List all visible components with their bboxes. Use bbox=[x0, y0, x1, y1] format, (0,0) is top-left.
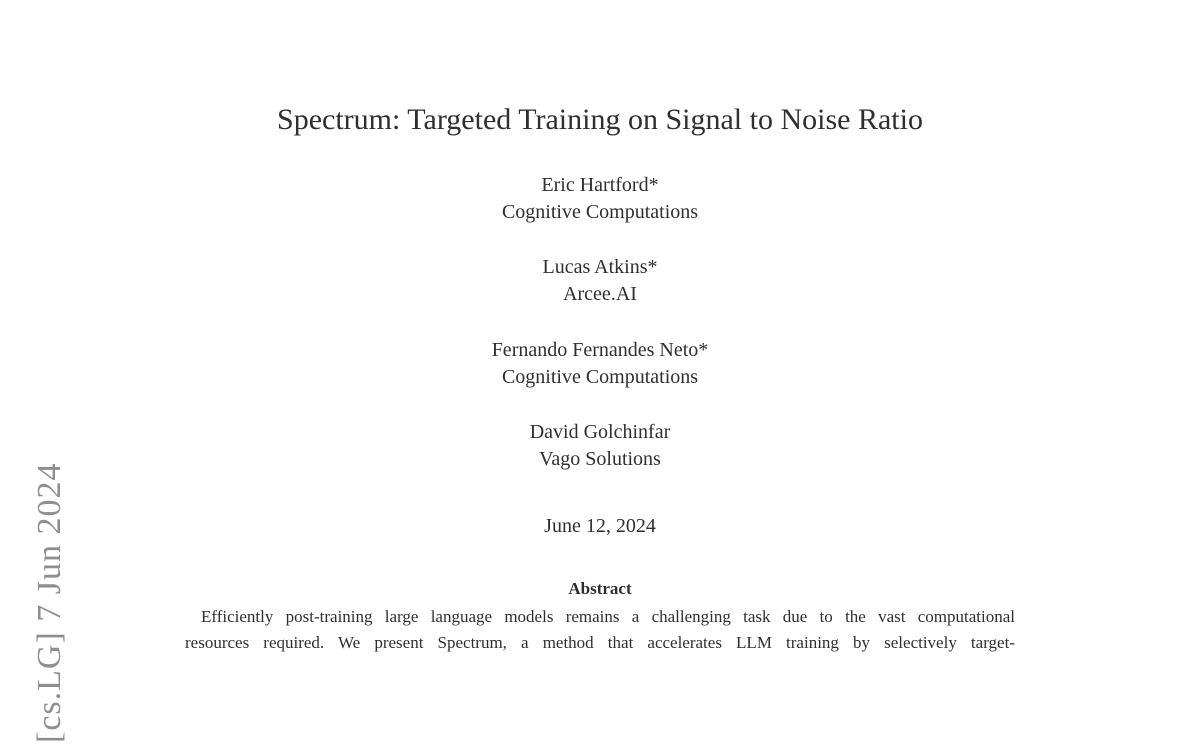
paper-content bbox=[0, 102, 1200, 656]
author-affiliation: Vago Solutions bbox=[539, 448, 661, 470]
abstract-heading: Abstract bbox=[568, 579, 632, 598]
author-block bbox=[0, 254, 1200, 308]
author-name: Lucas Atkins* bbox=[542, 256, 658, 278]
abstract-line: Efficiently post-training large language models remains a challenging task due to the vast computational bbox=[201, 607, 1015, 626]
paper-page bbox=[0, 102, 1200, 750]
paper-date: June 12, 2024 bbox=[544, 515, 656, 537]
author-block bbox=[0, 337, 1200, 391]
author-block bbox=[0, 419, 1200, 473]
arxiv-stamp: [cs.LG] 7 Jun 2024 bbox=[31, 462, 68, 743]
author-name: Fernando Fernandes Neto* bbox=[491, 339, 709, 361]
author-block bbox=[0, 172, 1200, 226]
abstract-line: resources required. We present Spectrum, a method that accelerates LLM training by selectively target- bbox=[185, 633, 1015, 652]
author-affiliation: Arcee.AI bbox=[563, 283, 637, 305]
page-title: Spectrum: Targeted Training on Signal to Noise Ratio bbox=[277, 103, 923, 136]
abstract-text bbox=[185, 604, 1015, 656]
author-affiliation: Cognitive Computations bbox=[501, 201, 699, 223]
author-name: Eric Hartford* bbox=[541, 174, 659, 196]
author-affiliation: Cognitive Computations bbox=[501, 366, 699, 388]
author-name: David Golchinfar bbox=[529, 421, 671, 443]
